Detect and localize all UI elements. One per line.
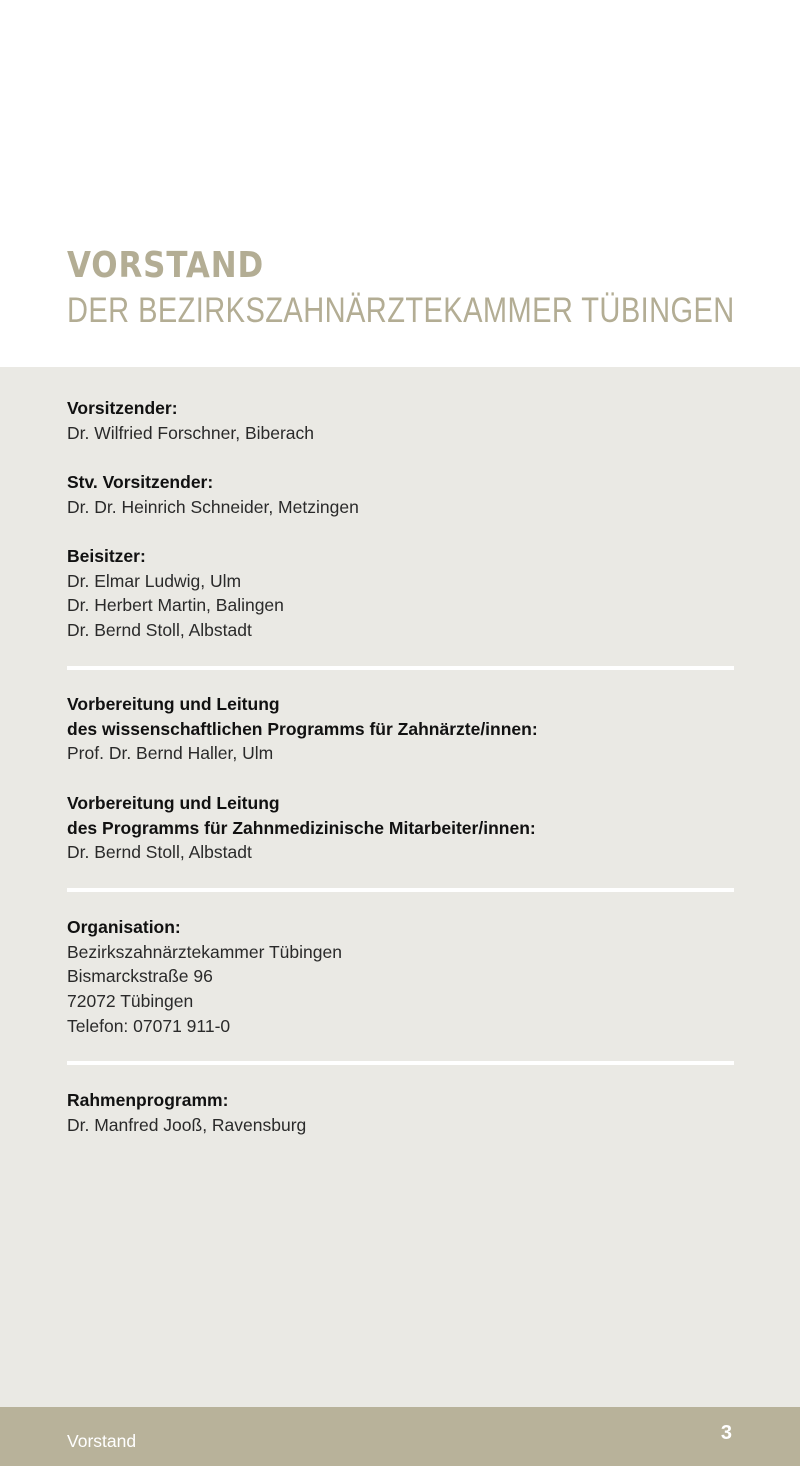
section-label: Vorbereitung und Leitung xyxy=(67,793,280,813)
section-value: Dr. Bernd Stoll, Albstadt xyxy=(67,620,252,641)
section-zmf-programm xyxy=(67,791,747,865)
page-footer xyxy=(0,1407,800,1466)
section-value: Dr. Dr. Heinrich Schneider, Metzingen xyxy=(67,496,359,517)
content-panel xyxy=(0,367,800,1407)
page-header xyxy=(0,0,800,367)
section-value: 72072 Tübingen xyxy=(67,991,194,1012)
section-label: Rahmenprogramm: xyxy=(67,1090,229,1110)
section-divider xyxy=(67,1061,734,1065)
section-label: Vorbereitung und Leitung xyxy=(67,694,280,714)
section-divider xyxy=(67,888,734,892)
section-organisation xyxy=(67,915,747,1039)
section-stv-vorsitzender xyxy=(67,470,747,519)
section-value: Bismarckstraße 96 xyxy=(67,966,213,987)
section-beisitzer xyxy=(67,544,747,643)
section-label: Stv. Vorsitzender: xyxy=(67,472,214,492)
section-value: Telefon: 07071 911-0 xyxy=(67,1015,231,1036)
section-value: Dr. Elmar Ludwig, Ulm xyxy=(67,570,242,591)
page-subtitle: DER BEZIRKSZAHNÄRZTEKAMMER TÜBINGEN xyxy=(67,291,735,330)
footer-section-label: Vorstand xyxy=(67,1431,137,1451)
section-label: Organisation: xyxy=(67,917,181,937)
section-vorsitzender xyxy=(67,396,747,445)
section-value: Dr. Wilfried Forschner, Biberach xyxy=(67,422,315,443)
section-rahmenprogramm xyxy=(67,1088,747,1137)
section-value: Dr. Herbert Martin, Balingen xyxy=(67,595,284,616)
section-value: Dr. Bernd Stoll, Albstadt xyxy=(67,842,252,863)
section-divider xyxy=(67,666,734,670)
section-label: Beisitzer: xyxy=(67,546,146,566)
page-title: VORSTAND xyxy=(67,245,265,286)
section-value: Prof. Dr. Bernd Haller, Ulm xyxy=(67,743,274,764)
section-wiss-programm xyxy=(67,692,747,766)
page-number: 3 xyxy=(720,1422,732,1444)
section-label: des wissenschaftlichen Programms für Zahnärzte/innen: xyxy=(67,718,538,739)
section-label: des Programms für Zahnmedizinische Mitarbeiter/innen: xyxy=(67,817,536,838)
section-label: Vorsitzender: xyxy=(67,398,178,418)
section-value: Dr. Manfred Jooß, Ravensburg xyxy=(67,1114,307,1135)
section-value: Bezirkszahnärztekammer Tübingen xyxy=(67,941,342,962)
